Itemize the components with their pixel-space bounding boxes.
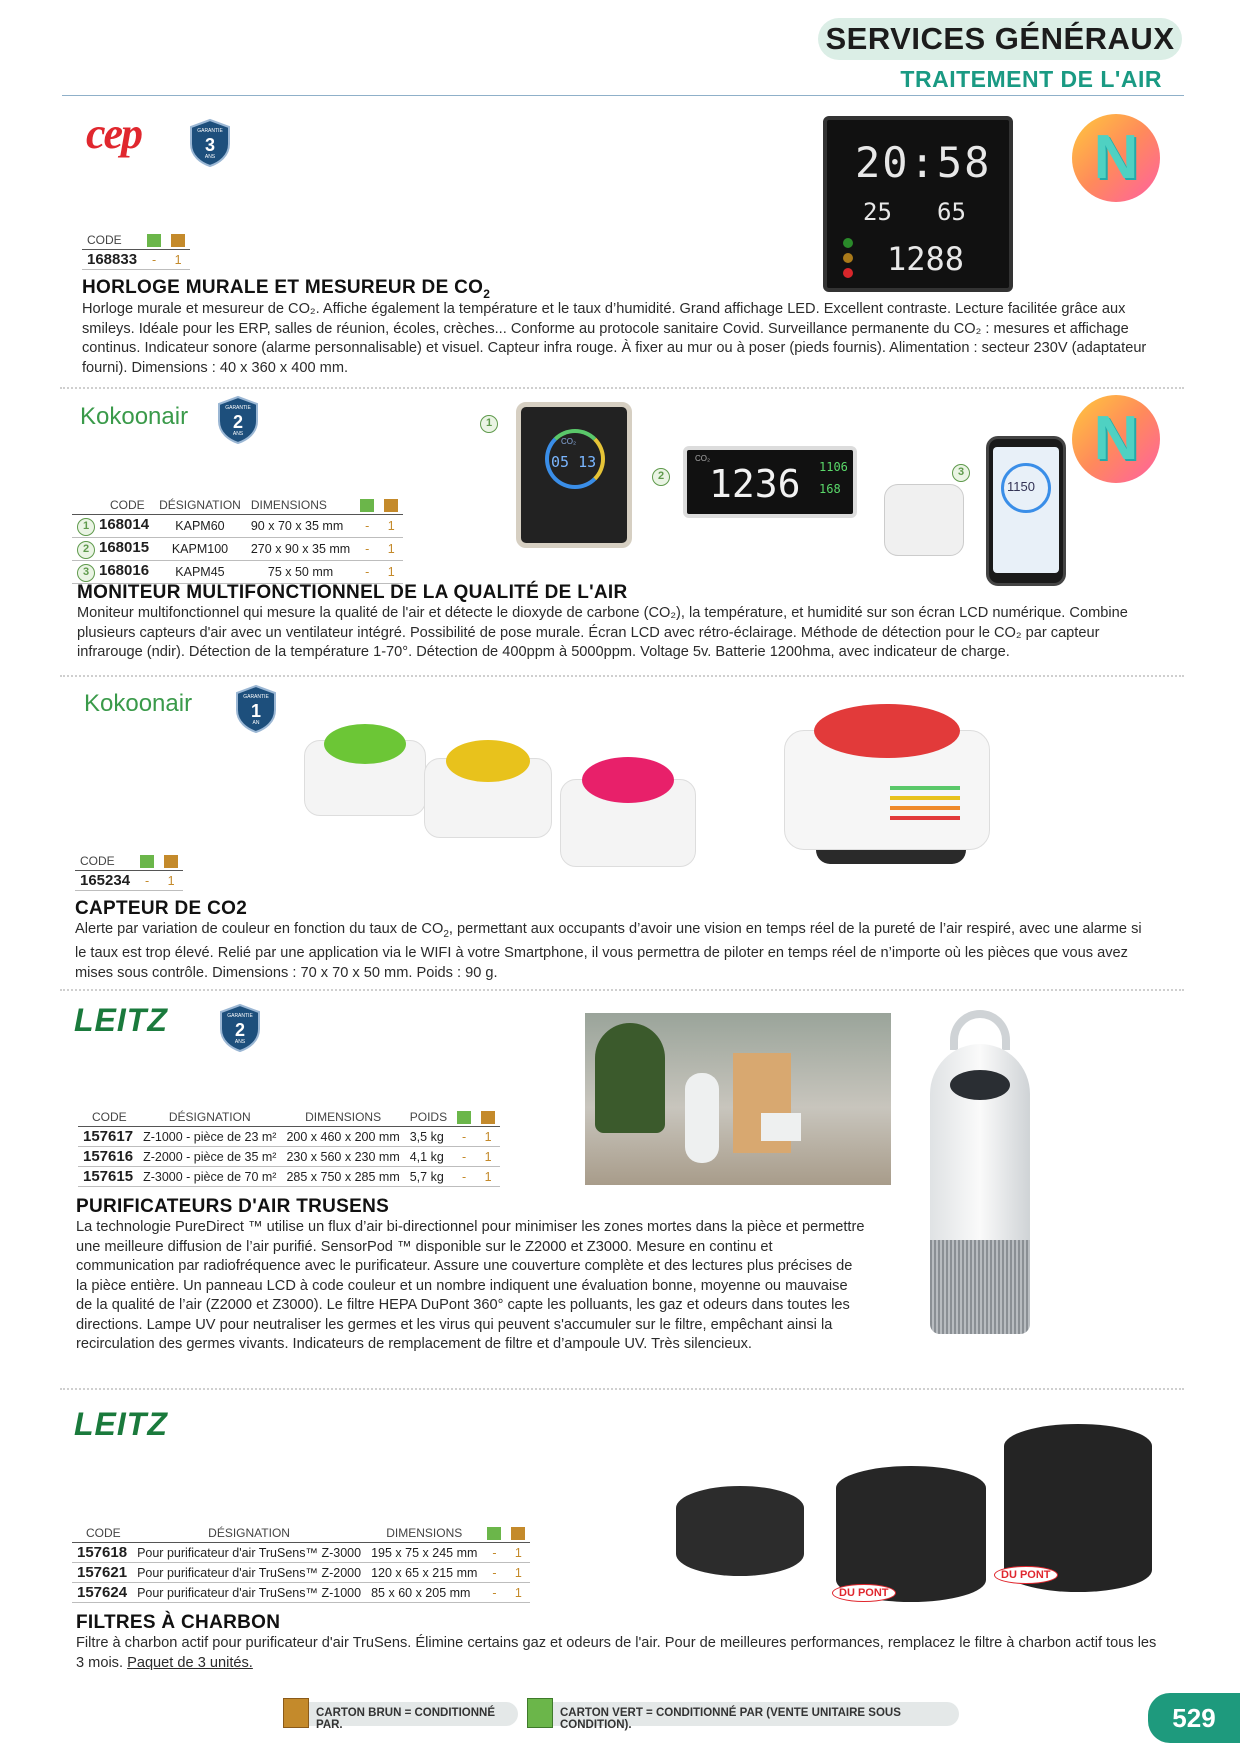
brown-carton-icon [283,1698,309,1728]
product-description: Moniteur multifonctionnel qui mesure la qualité de l'air et détecte le dioxyde de carbone (CO₂), la température, et humidité sur son écran LCD numérique. Combine plusieurs capteurs d'air avec un ventilateur intégré. Possibilité de pose murale. Écran LCD avec rétro-éclairage. Méthode de détection pour le CO₂ par capteur infrarouge (ndir). Détection de la température 1-70°. Détection de 400ppm à 5000ppm. Voltage 5v. Batterie 1200hma, avec indicateur de charge. [77,605,1128,660]
warranty-unit: AN [252,720,260,726]
col-code: CODE [82,231,142,250]
table-row: 2 168015 KAPM100 270 x 90 x 35 mm - 1 [72,538,403,561]
product-image-sensor-yellow [420,728,556,842]
shield-icon [188,118,232,168]
green-carton-icon [147,234,161,247]
product-description: Filtre à charbon actif pour purificateur d'air TruSens. Élimine certains gaz et odeurs de l'air. Pour de meilleures performances, remplacez le filtre à charbon actif tous les 3 mois. Paquet de 3 unités. [76,1635,1157,1671]
table-row: 1 168014 KAPM60 90 x 70 x 35 mm - 1 [72,515,403,538]
product-code: 168016 [99,562,150,580]
product-description: Horloge murale et mesureur de CO₂. Affiche également la température et le taux d’humidité. Grand affichage LED. Excellent contraste. Lecture facilitée grâce aux smileys. Idéale pour les ERP, salles de réunion, écoles, crèches... Conforme au protocole sanitaire Covid. Surveillance permanente du CO₂ : mesures et affichage continus. Indicateur sonore (alarme personnalisable) et visuel. Capteur infra rouge. À fixer au mur ou à poser (pieds fournis). Alimentation : secteur 230V (adaptateur fourni). Dimensions : 40 x 360 x 400 mm. [82,301,1147,376]
warranty-badge [218,1003,262,1058]
warranty-years: 1 [250,701,262,721]
product-table [82,231,190,270]
warranty-years: 3 [204,135,216,155]
dupont-logo: DU PONT [994,1566,1058,1584]
product-code: 165234 [75,871,135,891]
brown-carton-icon [511,1527,525,1540]
gauge-label: CO₂ [561,437,577,446]
col-code: CODE [78,1108,138,1127]
product-image-wall-clock [823,116,1013,292]
monitor-2-label: CO₂ [695,454,711,463]
smiley-orange-icon [843,253,853,263]
legend-green-carton [527,1702,959,1731]
warranty-unit: ANS [232,431,244,437]
product-table [75,852,183,891]
brand-logo-kokoonair: Kokoonair [84,690,193,717]
filter-grille [930,1240,1030,1334]
brand-logo-leitz: LEITZ [74,1002,168,1038]
table-row: 157615 Z-3000 - pièce de 70 m² 285 x 750 x 285 mm 5,7 kg - 1 [78,1167,500,1187]
shield-icon [234,684,278,734]
legend-brown-text: CARTON BRUN = CONDITIONNÉ PAR. [316,1707,496,1731]
product-image-monitor-2 [683,446,857,518]
plant-icon [595,1023,665,1133]
col-designation: DÉSIGNATION [138,1108,281,1127]
monitor-2-hum: 168 [819,482,841,496]
product-image-filter-small [676,1486,804,1576]
product-title: CAPTEUR DE CO2 [75,898,248,919]
col-dimensions: DIMENSIONS [281,1108,404,1127]
product-image-room-photo [585,1013,891,1185]
monitor-2-temp: 1106 [819,460,848,474]
section-divider [60,989,1184,991]
brown-carton-icon [481,1111,495,1124]
col-designation: DÉSIGNATION [132,1524,366,1543]
col-code: CODE [72,1524,132,1543]
new-badge: N [1072,114,1160,202]
product-title: PURIFICATEURS D'AIR TRUSENS [76,1196,390,1217]
brown-carton-icon [384,499,398,512]
product-table [72,1524,530,1603]
header-divider [62,95,1184,96]
col-poids: POIDS [405,1108,452,1127]
item-number: 1 [77,518,95,536]
table-row: 3 168016 KAPM45 75 x 50 mm - 1 [72,561,403,584]
product-code: 168833 [82,250,142,270]
product-image-sensor-large [780,700,990,870]
product-image-purifier [924,1010,1036,1340]
item-number: 3 [77,564,95,582]
warranty-badge [188,118,232,173]
clock-time: 20:58 [855,138,992,187]
col-code: CODE [72,496,154,515]
green-carton-icon [487,1527,501,1540]
product-table [72,496,403,584]
col-code: CODE [75,852,135,871]
product-code: 168014 [99,516,150,534]
brown-carton-icon [171,234,185,247]
section-title: SERVICES GÉNÉRAUX [818,18,1182,60]
legend-brown-carton [283,1702,518,1731]
green-carton-icon [457,1111,471,1124]
green-carton-icon [360,499,374,512]
section-divider [60,675,1184,677]
monitor-2-value: 1236 [709,462,801,506]
item-number: 2 [652,468,670,486]
green-carton-icon [527,1698,553,1728]
brand-logo-kokoonair: Kokoonair [80,403,189,430]
dupont-logo: DU PONT [832,1584,896,1602]
col-dimensions: DIMENSIONS [366,1524,482,1543]
lcd-panel [950,1070,1010,1100]
product-code: 157615 [78,1167,138,1187]
section-divider [60,387,1184,389]
table-row: 157617 Z-1000 - pièce de 23 m² 200 x 460 x 200 mm 3,5 kg - 1 [78,1127,500,1147]
warranty-unit: ANS [234,1039,246,1045]
item-number: 1 [480,415,498,433]
subsection-title: TRAITEMENT DE L'AIR [900,66,1162,92]
item-number: 2 [77,541,95,559]
product-code: 157624 [72,1583,132,1603]
warranty-badge [216,395,260,450]
warranty-years: 2 [234,1020,246,1040]
product-code: 168015 [99,539,150,557]
smiley-red-icon [843,268,853,278]
table-row: 157616 Z-2000 - pièce de 35 m² 230 x 560 x 230 mm 4,1 kg - 1 [78,1147,500,1167]
clock-temp: 25 [863,198,892,226]
product-table [78,1108,500,1187]
product-description: Alerte par variation de couleur en fonction du taux de $CO_2$, permettant aux occupants d’avoir une vision en temps réel de la pureté de l’air respiré, avec une alarme si le taux est trop élevé. Relié par une application via le WIFI à votre Smartphone, il vous permettra de piloter en temps réel de n’importe où les pièces que vous avez mises sous contrôle. Dimensions : 70 x 70 x 50 mm. Poids : 90 g. [75,921,1142,981]
package-note: Paquet de 3 unités. [127,1654,253,1671]
warranty-badge [234,684,278,739]
smiley-green-icon [843,238,853,248]
warranty-unit: ANS [204,154,216,160]
warranty-label: GARANTIE [197,128,223,134]
warranty-label: GARANTIE [225,405,251,411]
product-title: HORLOGE MURALE ET MESUREUR DE $CO_2$ [82,277,491,301]
product-image-sensor-red [556,745,700,871]
product-title: FILTRES À CHARBON [76,1612,281,1633]
product-description: La technologie PureDirect ™ utilise un flux d’air bi-directionnel pour minimiser les zones mortes dans la pièce et permettre une meilleure diffusion de l’air purifié. SensorPod ™ disponible sur le Z2000 et Z3000. Mesure en continu et communication par radiofréquence avec le purificateur. Assure une couverture complète et des lectures plus précises de la pièce entière. Un panneau LCD à code couleur et un nombre indiquent une évaluation bonne, moyenne ou mauvaise de la qualité de l’air (Z2000 et Z3000). Le filtre HEPA DuPont 360° capte les polluants, les gaz et odeurs dans toutes les directions. Lampe UV pour neutraliser les germes et les virus qui peuvent s'accumuler sur le filtre, empêchant ainsi la recirculation des germes vivants. Indicateurs de remplacement de filtre et d’ampoule UV. Très silencieux. [76,1219,865,1352]
product-image-monitor-1 [516,402,632,548]
warranty-label: GARANTIE [227,1013,253,1019]
table-row: 157621 Pour purificateur d'air TruSens™ Z-2000 120 x 65 x 215 mm - 1 [72,1563,530,1583]
product-image-filter-medium [836,1466,986,1602]
clock-co2: 1288 [887,240,965,278]
item-number: 3 [952,464,970,482]
brand-logo-cep: cep [86,109,142,158]
table-row: 157624 Pour purificateur d'air TruSens™ Z-1000 85 x 60 x 205 mm - 1 [72,1583,530,1603]
product-image-sensor-3 [884,484,964,556]
product-image-sensor-green [300,710,430,820]
warranty-years: 2 [232,412,244,432]
product-code: 157617 [78,1127,138,1147]
new-badge: N [1072,395,1160,483]
product-title: MONITEUR MULTIFONCTIONNEL DE LA QUALITÉ DE L'AIR [77,582,628,603]
product-code: 157616 [78,1147,138,1167]
col-designation: DÉSIGNATION [154,496,246,515]
shield-icon [216,395,260,445]
table-row: 165234 - 1 [75,871,183,891]
monitor-1-value: 05 13 [551,453,597,471]
product-image-smartphone [986,436,1066,586]
clock-humidity: 65 [937,198,966,226]
product-code: 157618 [72,1543,132,1563]
product-code: 157621 [72,1563,132,1583]
col-dimensions: DIMENSIONS [246,496,355,515]
warranty-label: GARANTIE [243,694,269,700]
page-number: 529 [1148,1693,1240,1743]
section-divider [60,1388,1184,1390]
green-carton-icon [140,855,154,868]
brown-carton-icon [164,855,178,868]
phone-value: 1150 [1007,479,1035,494]
shield-icon [218,1003,262,1053]
legend-green-text: CARTON VERT = CONDITIONNÉ PAR (VENTE UNITAIRE SOUS CONDITION). [560,1707,901,1731]
table-row: 157618 Pour purificateur d'air TruSens™ Z-3000 195 x 75 x 245 mm - 1 [72,1543,530,1563]
table-row: 168833 - 1 [82,250,190,270]
brand-logo-leitz: LEITZ [74,1406,168,1442]
